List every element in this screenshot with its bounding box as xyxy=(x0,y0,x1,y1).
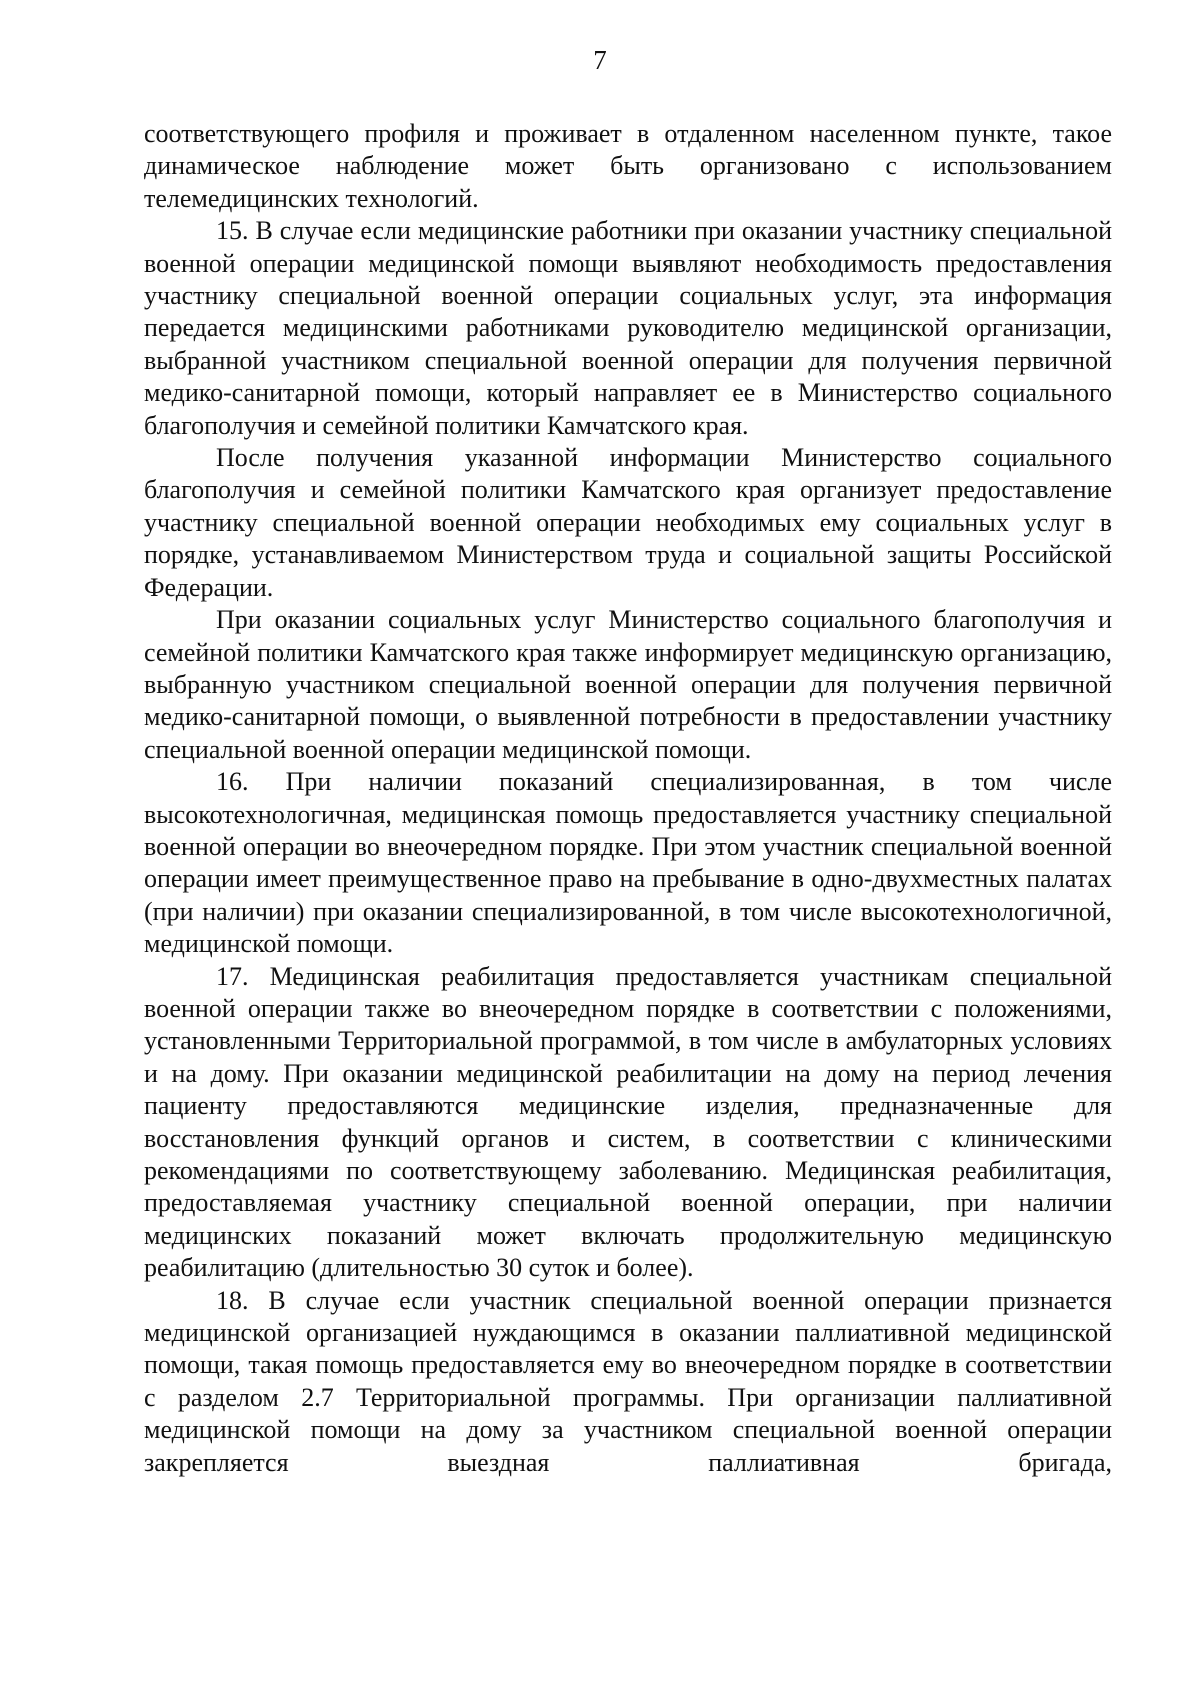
paragraph-social-services-organization: После получения указанной информации Министерство социального благополучия и семейной политики Камчатского края организует предоставление участнику специальной военной операции необходимых ему социальных услуг в порядке, устанавливаемом Министерством труда и социальной защиты Российской Федерации. xyxy=(144,443,1112,602)
paragraph-item-18: 18. В случае если участник специальной военной операции признается медицинской организацией нуждающимся в оказании паллиативной медицинской помощи, такая помощь предоставляется ему во внеочередном порядке в соответствии с разделом 2.7 Территориальной программы. При организации паллиативной медицинской помощи на дому за участником специальной военной операции закрепляется выездная паллиативная бригада, xyxy=(144,1285,1112,1477)
paragraph-item-15: 15. В случае если медицинские работники при оказании участнику специальной военной операции медицинской помощи выявляют необходимость предоставления участнику специальной военной операции социальных услуг, эта информация передается медицинскими работниками руководителю медицинской организации, выбранной участником специальной военной операции для получения первичной медико-санитарной помощи, который направляет ее в Министерство социального благополучия и семейной политики Камчатского края. xyxy=(144,216,1112,440)
paragraph-item-16: 16. При наличии показаний специализированная, в том числе высокотехнологичная, медицинская помощь предоставляется участнику специальной военной операции во внеочередном порядке. При этом участник специальной военной операции имеет преимущественное право на пребывание в одно-двухместных палатах (при наличии) при оказании специализированной, в том числе высокотехнологичной, медицинской помощи. xyxy=(144,767,1112,959)
paragraph-continuation: соответствующего профиля и проживает в отдаленном населенном пункте, такое динамическое наблюдение может быть организовано с использованием телемедицинских технологий. xyxy=(144,119,1112,213)
paragraph-item-17: 17. Медицинская реабилитация предоставляется участникам специальной военной операции также во внеочередном порядке в соответствии с положениями, установленными Территориальной программой, в том числе в амбулаторных условиях и на дому. При оказании медицинской реабилитации на дому на период лечения пациенту предоставляются медицинские изделия, предназначенные для восстановления функций органов и систем, в соответствии с клиническими рекомендациями по соответствующему заболеванию. Медицинская реабилитация, предоставляемая участнику специальной военной операции, при наличии медицинских показаний может включать продолжительную медицинскую реабилитацию (длительностью 30 суток и более). xyxy=(144,961,1112,1283)
paragraph-social-services-notification: При оказании социальных услуг Министерство социального благополучия и семейной политики Камчатского края также информирует медицинскую организацию, выбранную участником специальной военной операции для получения первичной медико-санитарной помощи, о выявленной потребности в предоставлении участнику специальной военной операции медицинской помощи. xyxy=(144,605,1112,764)
page-number: 7 xyxy=(593,45,607,75)
document-body xyxy=(144,118,1112,1479)
